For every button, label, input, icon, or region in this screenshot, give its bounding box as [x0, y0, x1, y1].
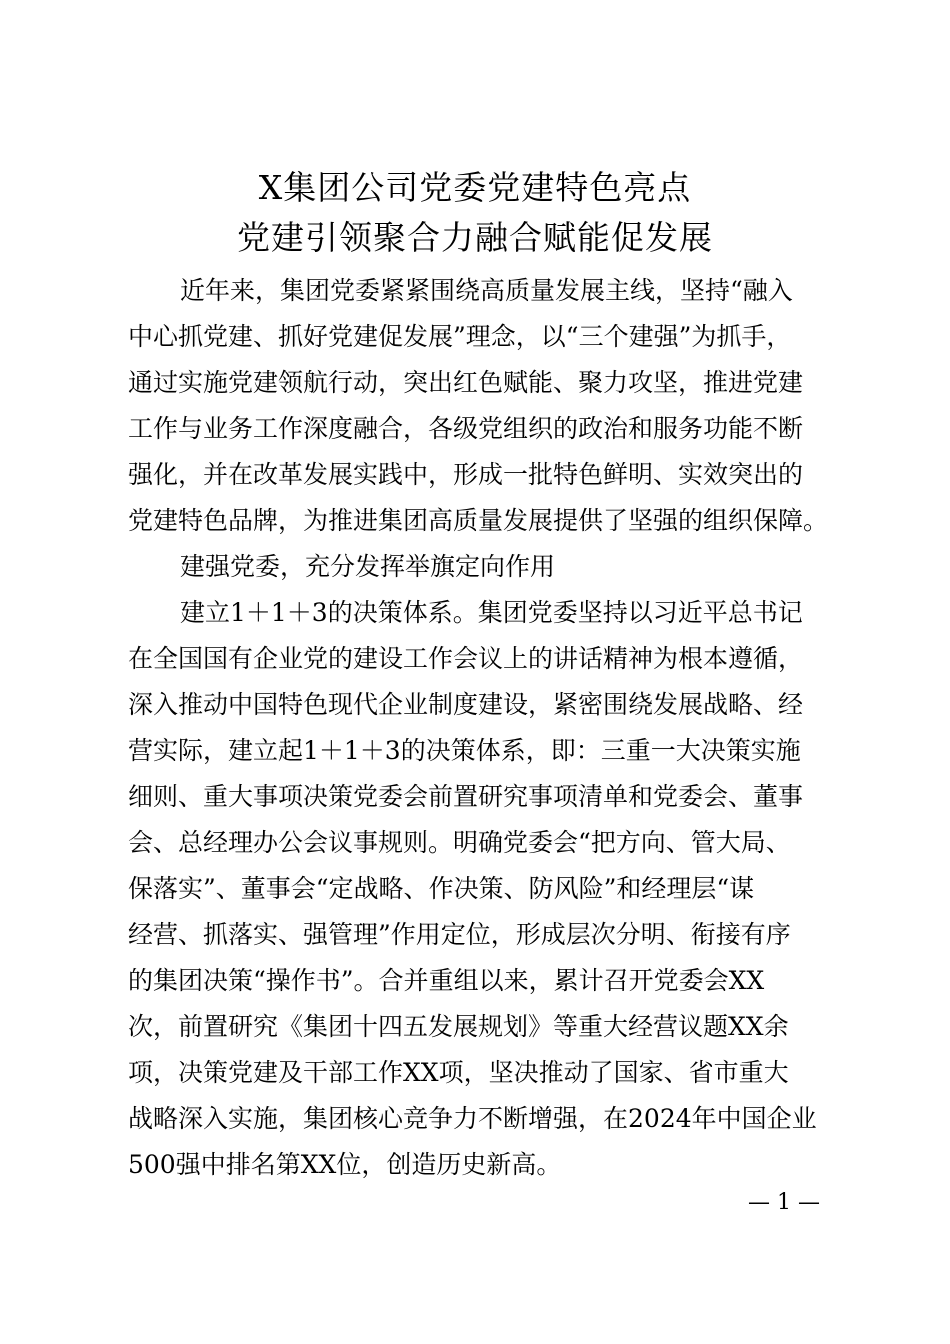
paragraph-decision-line: 保落实”、董事会“定战略、作决策、防风险”和经理层“谋: [128, 874, 755, 903]
paragraph-decision-line: 战略深入实施，集团核心竞争力不断增强，在2024年中国企业: [128, 1104, 817, 1133]
paragraph-decision-line: 营实际，建立起1＋1＋3的决策体系，即：三重一大决策实施: [128, 736, 801, 765]
paragraph-decision-line: 细则、重大事项决策党委会前置研究事项清单和党委会、董事: [128, 782, 804, 811]
paragraph-intro-line: 通过实施党建领航行动，突出红色赋能、聚力攻坚，推进党建: [128, 368, 804, 397]
paragraph-decision-line: 500强中排名第XX位，创造历史新高。: [128, 1150, 562, 1179]
paragraph-decision-line: 经营、抓落实、强管理”作用定位，形成层次分明、衔接有序: [128, 920, 791, 949]
paragraph-decision-line: 次，前置研究《集团十四五发展规划》等重大经营议题XX余: [128, 1012, 789, 1041]
paragraph-intro-line: 党建特色品牌，为推进集团高质量发展提供了坚强的组织保障。: [128, 506, 829, 535]
paragraph-decision-line: 会、总经理办公会议事规则。明确党委会“把方向、管大局、: [128, 828, 791, 857]
paragraph-intro-line: 工作与业务工作深度融合，各级党组织的政治和服务功能不断: [128, 414, 804, 443]
section-heading: 建强党委，充分发挥举旗定向作用: [180, 552, 556, 581]
document-title-line-1: X集团公司党委党建特色亮点: [258, 168, 692, 207]
paragraph-decision-line: 深入推动中国特色现代企业制度建设，紧密围绕发展战略、经: [128, 690, 804, 719]
paragraph-decision-line: 项，决策党建及干部工作XX项，坚决推动了国家、省市重大: [128, 1058, 789, 1087]
page-number: — 1 —: [748, 1190, 820, 1215]
document-body: [128, 268, 828, 1188]
paragraph-decision-line: 建立1＋1＋3的决策体系。集团党委坚持以习近平总书记: [180, 598, 803, 627]
paragraph-intro-line: 强化，并在改革发展实践中，形成一批特色鲜明、实效突出的: [128, 460, 804, 489]
paragraph-decision-line: 的集团决策“操作书”。合并重组以来，累计召开党委会XX: [128, 966, 765, 995]
paragraph-intro-line: 中心抓党建、抓好党建促发展”理念，以“三个建强”为抓手，: [128, 322, 792, 351]
paragraph-decision-line: 在全国国有企业党的建设工作会议上的讲话精神为根本遵循，: [128, 644, 804, 673]
document-title-line-2: 党建引领聚合力融合赋能促发展: [237, 218, 713, 257]
paragraph-intro-line: 近年来，集团党委紧紧围绕高质量发展主线，坚持“融入: [180, 276, 793, 305]
